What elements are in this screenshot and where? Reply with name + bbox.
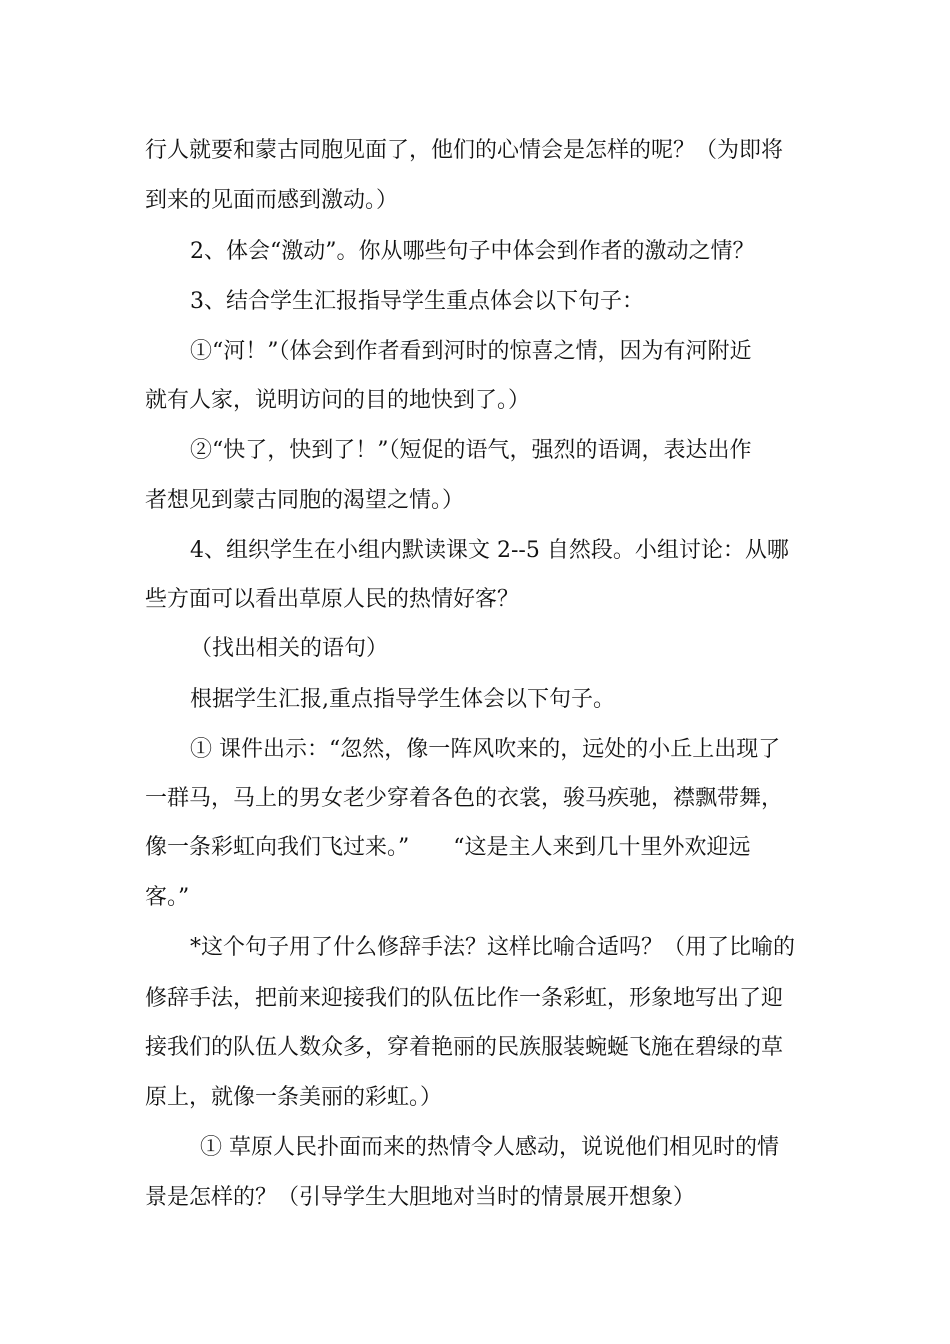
text-line: 到来的见面而感到激动。） bbox=[145, 188, 399, 213]
text-line: 些方面可以看出草原人民的热情好客？ bbox=[145, 587, 520, 612]
text-line: 2、体会“激动”。你从哪些句子中体会到作者的激动之情？ bbox=[190, 239, 755, 264]
text-line: ① 草原人民扑面而来的热情令人感动，说说他们相见时的情 bbox=[200, 1135, 779, 1160]
text-line: 者想见到蒙古同胞的渴望之情。） bbox=[145, 488, 465, 513]
text-line: 3、结合学生汇报指导学生重点体会以下句子： bbox=[190, 289, 644, 314]
text-line: 客。” bbox=[145, 885, 190, 910]
text-line: 原上，就像一条美丽的彩虹。） bbox=[145, 1085, 443, 1110]
text-line: 4、组织学生在小组内默读课文 2--5 自然段。小组讨论：从哪 bbox=[190, 538, 789, 563]
text-line: 接我们的队伍人数众多，穿着艳丽的民族服装蜿蜒飞施在碧绿的草 bbox=[145, 1035, 784, 1060]
text-line: *这个句子用了什么修辞手法？这样比喻合适吗？（用了比喻的 bbox=[190, 935, 796, 960]
text-line: 根据学生汇报,重点指导学生体会以下句子。 bbox=[190, 687, 615, 712]
text-line: 像一条彩虹向我们飞过来。” “这是主人来到几十里外欢迎远 bbox=[145, 835, 751, 860]
text-line: 一群马，马上的男女老少穿着各色的衣裳，骏马疾驰，襟飘带舞， bbox=[145, 786, 784, 811]
text-line: ②“快了，快到了！”（短促的语气，强烈的语调，表达出作 bbox=[190, 438, 752, 463]
text-line: （找出相关的语句） bbox=[190, 636, 389, 661]
text-line: 行人就要和蒙古同胞见面了，他们的心情会是怎样的呢？（为即将 bbox=[145, 138, 784, 163]
text-line: 修辞手法，把前来迎接我们的队伍比作一条彩虹，形象地写出了迎 bbox=[145, 986, 784, 1011]
text-line: 景是怎样的？（引导学生大胆地对当时的情景展开想象） bbox=[145, 1185, 696, 1210]
text-line: ①“河！”（体会到作者看到河时的惊喜之情，因为有河附近 bbox=[190, 339, 752, 364]
text-line: 就有人家，说明访问的目的地快到了。） bbox=[145, 388, 531, 413]
text-line: ① 课件出示：“忽然，像一阵风吹来的，远处的小丘上出现了 bbox=[190, 737, 781, 762]
